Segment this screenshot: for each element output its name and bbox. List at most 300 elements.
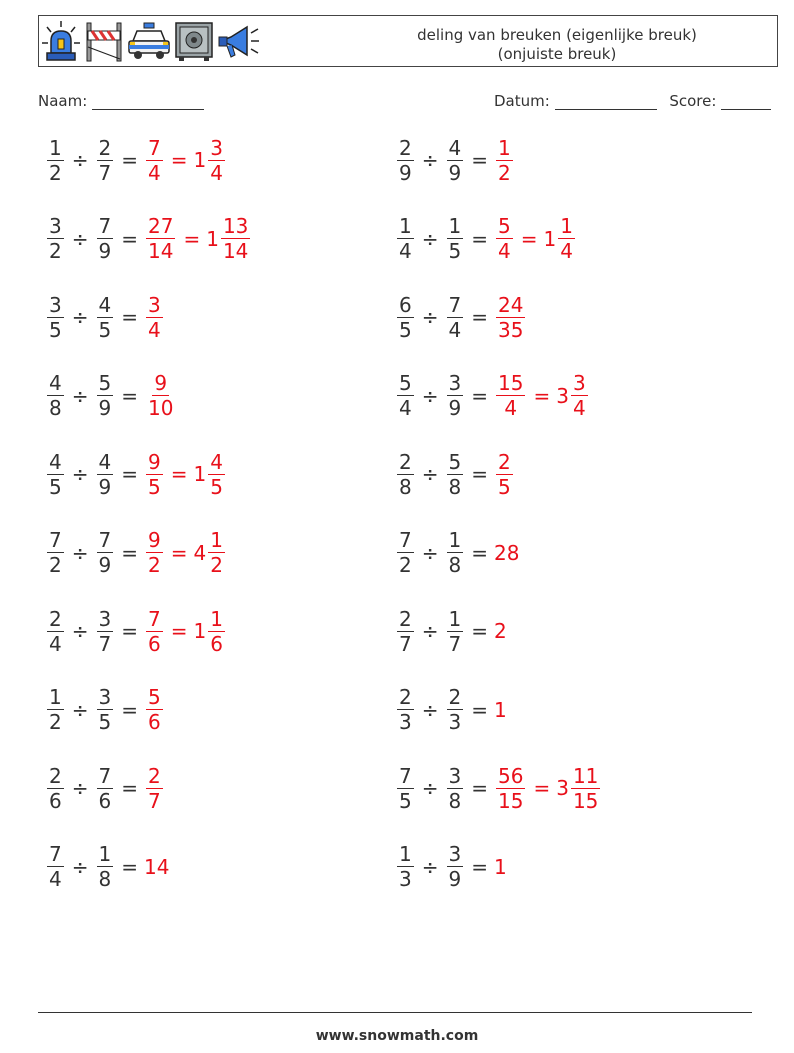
safe-icon (174, 19, 214, 63)
problem-item (395, 209, 577, 269)
numerator: 15 (498, 371, 524, 395)
denominator: 7 (98, 160, 112, 185)
numerator: 27 (148, 214, 174, 238)
denominator: 3 (448, 710, 462, 734)
denominator: 7 (98, 631, 112, 656)
problem-item (395, 366, 590, 426)
numerator: 9 (148, 528, 161, 552)
answer (494, 541, 519, 565)
denominator: 9 (399, 160, 412, 185)
numerator: 7 (49, 528, 62, 552)
divisor-fraction (447, 136, 464, 185)
numerator: 1 (448, 214, 462, 238)
equals-sign: = (170, 462, 188, 486)
divisor-fraction (97, 528, 114, 577)
numerator: 2 (448, 685, 462, 709)
denominator: 15 (572, 788, 599, 813)
denominator: 14 (222, 239, 249, 263)
answer (494, 698, 507, 722)
divide-sign: ÷ (421, 462, 439, 486)
denominator: 8 (399, 474, 412, 499)
equals-sign: = (121, 697, 138, 722)
mixed-number (206, 214, 252, 263)
problem-item (45, 758, 165, 818)
header-icons (41, 19, 261, 63)
dividend-fraction (47, 685, 64, 734)
denominator: 9 (448, 396, 462, 420)
answer-whole: 2 (494, 619, 507, 643)
divide-sign: ÷ (421, 697, 439, 722)
name-field (38, 92, 204, 110)
mixed-whole: 1 (206, 226, 219, 251)
numerator: 9 (154, 371, 168, 395)
mixed-whole: 1 (543, 226, 557, 251)
dividend-fraction (47, 136, 64, 185)
divisor-fraction (97, 685, 114, 734)
score-label: Score: (669, 92, 717, 110)
numerator: 2 (399, 685, 412, 709)
divisor-fraction (97, 842, 114, 891)
answer-fraction (146, 214, 175, 263)
denominator: 4 (572, 396, 586, 420)
numerator: 5 (498, 214, 511, 238)
answer (144, 528, 227, 577)
numerator: 2 (148, 763, 161, 788)
denominator: 8 (448, 788, 462, 813)
answer (144, 855, 169, 879)
divisor-fraction (97, 371, 114, 420)
divide-sign: ÷ (71, 776, 89, 800)
divide-sign: ÷ (421, 854, 439, 879)
divisor-fraction (97, 136, 114, 185)
denominator: 2 (399, 553, 412, 577)
answer-fraction (146, 293, 163, 342)
divisor-fraction (447, 528, 464, 577)
denominator: 4 (560, 239, 573, 263)
numerator: 4 (49, 371, 62, 395)
divide-sign: ÷ (71, 462, 89, 486)
numerator: 7 (98, 763, 112, 788)
divisor-fraction (97, 214, 114, 263)
answer-fraction (496, 136, 513, 185)
name-label: Naam: (38, 92, 88, 110)
denominator: 6 (210, 631, 223, 656)
equals-sign: = (520, 226, 538, 251)
name-blank[interactable] (92, 95, 204, 110)
problem-item (395, 287, 527, 347)
mixed-whole: 1 (193, 619, 207, 643)
problem-item (395, 758, 602, 818)
divisor-fraction (447, 450, 464, 499)
divisor-fraction (97, 450, 114, 499)
answer-fraction (496, 214, 513, 263)
numerator: 3 (49, 292, 62, 317)
equals-sign: = (121, 226, 138, 251)
answer-fraction (146, 371, 175, 420)
denominator: 2 (498, 160, 511, 185)
numerator: 1 (448, 528, 462, 552)
numerator: 5 (448, 449, 462, 474)
denominator: 5 (399, 788, 412, 813)
divide-sign: ÷ (71, 305, 89, 329)
denominator: 2 (49, 239, 62, 263)
dividend-fraction (47, 293, 64, 342)
numerator: 2 (399, 135, 412, 160)
answer-whole: 1 (494, 854, 507, 879)
problem-item (45, 601, 227, 661)
divisor-fraction (447, 764, 464, 813)
mixed-whole: 3 (556, 776, 569, 800)
divide-sign: ÷ (421, 619, 439, 643)
dividend-fraction (47, 607, 64, 656)
denominator: 5 (98, 710, 112, 734)
mixed-fraction (208, 607, 225, 656)
divide-sign: ÷ (71, 226, 89, 251)
denominator: 4 (504, 396, 518, 420)
numerator: 3 (448, 763, 462, 788)
numerator: 56 (498, 763, 524, 788)
answer (494, 371, 590, 420)
megaphone-icon (217, 19, 261, 63)
equals-sign: = (121, 540, 138, 565)
divide-sign: ÷ (421, 226, 439, 251)
dividend-fraction (397, 214, 414, 263)
answer-fraction (146, 607, 163, 656)
equals-sign: = (121, 619, 138, 643)
answer-whole: 14 (144, 854, 170, 879)
dividend-fraction (47, 450, 64, 499)
answer (144, 214, 252, 263)
numerator: 4 (448, 135, 462, 160)
divisor-fraction (447, 293, 464, 342)
numerator: 3 (210, 135, 223, 160)
divide-sign: ÷ (421, 148, 439, 172)
equals-sign: = (170, 148, 188, 172)
dividend-fraction (397, 450, 414, 499)
divisor-fraction (447, 685, 464, 734)
equals-sign: = (471, 776, 488, 800)
denominator: 2 (49, 710, 62, 734)
denominator: 5 (448, 239, 462, 263)
numerator: 5 (148, 685, 161, 709)
numerator: 2 (498, 449, 511, 474)
divide-sign: ÷ (421, 540, 439, 565)
numerator: 1 (49, 135, 62, 160)
worksheet-title (377, 26, 737, 64)
numerator: 7 (399, 528, 412, 552)
header-box (38, 15, 778, 67)
mixed-whole: 4 (193, 540, 207, 565)
equals-sign: = (471, 383, 488, 408)
equals-sign: = (471, 148, 488, 172)
answer (494, 855, 507, 879)
denominator: 4 (49, 631, 62, 656)
divide-sign: ÷ (71, 697, 89, 722)
answer-fraction (496, 450, 513, 499)
denominator: 5 (98, 317, 112, 342)
divide-sign: ÷ (421, 305, 439, 329)
denominator: 9 (448, 867, 462, 891)
denominator: 35 (498, 317, 524, 342)
numerator: 2 (399, 449, 412, 474)
answer (144, 607, 227, 656)
answer (144, 136, 227, 185)
denominator: 2 (148, 553, 161, 577)
numerator: 11 (572, 763, 599, 788)
divisor-fraction (447, 214, 464, 263)
numerator: 9 (148, 449, 161, 474)
denominator: 5 (210, 474, 223, 499)
divisor-fraction (447, 371, 464, 420)
numerator: 1 (210, 606, 223, 631)
equals-sign: = (170, 540, 188, 565)
numerator: 3 (98, 685, 112, 709)
denominator: 4 (148, 160, 161, 185)
equals-sign: = (121, 383, 138, 408)
divisor-fraction (97, 293, 114, 342)
mixed-fraction (208, 136, 225, 185)
siren-icon (41, 19, 81, 63)
problem-item (45, 366, 177, 426)
denominator: 7 (448, 631, 462, 656)
divide-sign: ÷ (421, 383, 439, 408)
answer (494, 764, 602, 813)
numerator: 7 (148, 606, 161, 631)
answer (144, 371, 177, 420)
numerator: 24 (498, 292, 524, 317)
answer-fraction (146, 450, 163, 499)
denominator: 6 (148, 631, 161, 656)
divide-sign: ÷ (71, 383, 89, 408)
equals-sign: = (121, 854, 138, 879)
mixed-number (556, 371, 589, 420)
divide-sign: ÷ (71, 148, 89, 172)
denominator: 2 (49, 160, 62, 185)
problem-item (45, 287, 165, 347)
dividend-fraction (397, 528, 414, 577)
denominator: 9 (98, 474, 112, 499)
mixed-number (194, 450, 227, 499)
mixed-whole: 1 (193, 462, 207, 486)
denominator: 7 (399, 631, 412, 656)
equals-sign: = (121, 462, 138, 486)
divisor-fraction (97, 607, 114, 656)
numerator: 3 (572, 371, 586, 395)
footer-divider (38, 1012, 752, 1013)
equals-sign: = (471, 462, 488, 486)
mixed-fraction (221, 214, 250, 263)
denominator: 6 (49, 788, 62, 813)
answer-fraction (146, 764, 163, 813)
dividend-fraction (47, 214, 64, 263)
problem-item (395, 523, 519, 583)
answer-fraction (146, 136, 163, 185)
divide-sign: ÷ (71, 854, 89, 879)
equals-sign: = (533, 776, 551, 800)
denominator: 9 (448, 160, 462, 185)
answer (144, 450, 227, 499)
numerator: 3 (98, 606, 112, 631)
numerator: 2 (49, 763, 62, 788)
denominator: 3 (399, 867, 412, 891)
dividend-fraction (397, 842, 414, 891)
problem-item (45, 209, 252, 269)
answer (494, 293, 527, 342)
numerator: 6 (399, 292, 412, 317)
denominator: 5 (399, 317, 412, 342)
denominator: 9 (98, 239, 112, 263)
problem-item (45, 130, 227, 190)
numerator: 2 (49, 606, 62, 631)
numerator: 2 (399, 606, 412, 631)
denominator: 8 (49, 396, 62, 420)
denominator: 8 (448, 553, 462, 577)
numerator: 2 (98, 135, 112, 160)
equals-sign: = (533, 383, 551, 408)
denominator: 8 (448, 474, 462, 499)
dividend-fraction (47, 371, 64, 420)
denominator: 8 (98, 867, 112, 891)
numerator: 4 (210, 449, 223, 474)
mixed-number (544, 214, 577, 263)
denominator: 5 (148, 474, 161, 499)
equals-sign: = (183, 226, 201, 251)
problem-item (45, 444, 227, 504)
equals-sign: = (121, 148, 138, 172)
mixed-number (194, 136, 227, 185)
denominator: 7 (148, 788, 161, 813)
dividend-fraction (397, 136, 414, 185)
denominator: 6 (98, 788, 112, 813)
problem-item (395, 130, 515, 190)
numerator: 7 (49, 842, 62, 866)
denominator: 15 (498, 788, 524, 813)
denominator: 4 (148, 317, 161, 342)
denominator: 3 (399, 710, 412, 734)
problem-item (45, 523, 227, 583)
denominator: 4 (49, 867, 62, 891)
dividend-fraction (47, 842, 64, 891)
denominator: 5 (49, 317, 62, 342)
mixed-fraction (558, 214, 575, 263)
denominator: 4 (210, 160, 223, 185)
numerator: 4 (49, 449, 62, 474)
denominator: 6 (148, 710, 161, 734)
equals-sign: = (471, 226, 488, 251)
answer (144, 293, 165, 342)
answer (144, 764, 165, 813)
denominator: 4 (399, 239, 412, 263)
denominator: 9 (98, 396, 112, 420)
answer-fraction (496, 371, 525, 420)
denominator: 10 (148, 396, 174, 420)
equals-sign: = (471, 540, 488, 565)
date-score-field (494, 92, 771, 110)
denominator: 2 (210, 553, 223, 577)
equals-sign: = (471, 697, 488, 722)
answer (494, 619, 507, 643)
equals-sign: = (121, 305, 138, 329)
police-car-icon (127, 19, 171, 63)
denominator: 5 (49, 474, 62, 499)
answer-fraction (146, 685, 163, 734)
problem-item (45, 837, 169, 897)
numerator: 1 (98, 842, 112, 866)
score-blank[interactable] (721, 95, 771, 110)
divisor-fraction (447, 607, 464, 656)
equals-sign: = (471, 854, 488, 879)
answer (494, 450, 515, 499)
date-blank[interactable] (555, 95, 657, 110)
problem-item (395, 444, 515, 504)
answer-whole: 28 (494, 540, 520, 565)
denominator: 5 (498, 474, 511, 499)
numerator: 1 (49, 685, 62, 709)
numerator: 3 (448, 371, 462, 395)
dividend-fraction (397, 764, 414, 813)
dividend-fraction (397, 293, 414, 342)
denominator: 2 (49, 553, 62, 577)
date-label: Datum: (494, 92, 550, 110)
answer (494, 136, 515, 185)
mixed-fraction (208, 450, 225, 499)
dividend-fraction (397, 371, 414, 420)
numerator: 1 (560, 214, 573, 238)
divide-sign: ÷ (421, 776, 439, 800)
equals-sign: = (471, 619, 488, 643)
answer (144, 685, 165, 734)
denominator: 14 (148, 239, 174, 263)
title-line-1: deling van breuken (eigenlijke breuk) (417, 26, 697, 44)
answer-fraction (496, 764, 525, 813)
divide-sign: ÷ (71, 619, 89, 643)
dividend-fraction (47, 528, 64, 577)
equals-sign: = (121, 776, 138, 800)
numerator: 5 (98, 371, 112, 395)
mixed-number (556, 764, 602, 813)
title-line-2: (onjuiste breuk) (497, 45, 617, 63)
mixed-fraction (208, 528, 225, 577)
numerator: 1 (399, 842, 412, 866)
problem-item (45, 680, 165, 740)
denominator: 4 (448, 317, 462, 342)
numerator: 1 (498, 135, 511, 160)
problem-item (395, 680, 507, 740)
barrier-icon (84, 19, 124, 63)
problem-item (395, 837, 507, 897)
numerator: 4 (98, 449, 112, 474)
numerator: 7 (448, 292, 462, 317)
answer (494, 214, 577, 263)
mixed-number (194, 607, 227, 656)
denominator: 4 (498, 239, 511, 263)
numerator: 3 (448, 842, 462, 866)
mixed-number (194, 528, 227, 577)
denominator: 9 (98, 553, 112, 577)
answer-fraction (146, 528, 163, 577)
numerator: 1 (210, 528, 223, 552)
numerator: 4 (98, 292, 112, 317)
mixed-fraction (571, 371, 588, 420)
dividend-fraction (397, 607, 414, 656)
numerator: 7 (98, 528, 112, 552)
equals-sign: = (170, 619, 188, 643)
answer-whole: 1 (494, 697, 507, 722)
mixed-whole: 3 (556, 383, 569, 408)
mixed-whole: 1 (193, 148, 207, 172)
divisor-fraction (97, 764, 114, 813)
divide-sign: ÷ (71, 540, 89, 565)
